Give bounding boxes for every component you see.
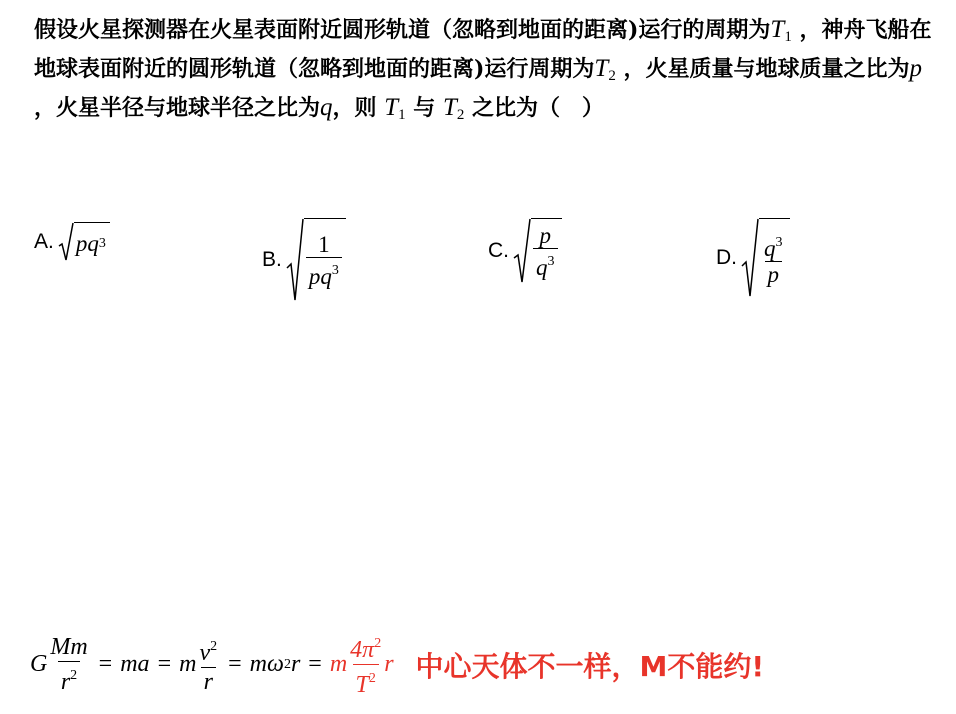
annotation-note: 中心天体不一样，M不能约! bbox=[415, 649, 765, 683]
eq-mw: mω bbox=[249, 651, 284, 677]
eq-fraction-2 bbox=[196, 633, 220, 696]
math-T2: $T_2$ bbox=[594, 55, 616, 84]
question-part: 之比为（ ） bbox=[472, 95, 605, 121]
eq-f3-den: T bbox=[355, 672, 369, 698]
option-c-label: C. bbox=[488, 239, 509, 262]
eq-r: r bbox=[290, 651, 301, 677]
option-b[interactable] bbox=[262, 218, 346, 302]
eq-exp: 2 bbox=[374, 636, 382, 651]
eq-equals: = bbox=[228, 651, 242, 677]
eq-exp: 2 bbox=[283, 656, 291, 672]
radical-b bbox=[286, 218, 346, 302]
option-b-num: 1 bbox=[318, 232, 330, 257]
eq-fraction-1 bbox=[47, 633, 90, 696]
option-c-den: q bbox=[536, 255, 548, 280]
eq-f1-num: Mm bbox=[50, 634, 88, 660]
math-T1: $T_1$ bbox=[384, 94, 406, 123]
option-d-num: q bbox=[764, 236, 776, 261]
eq-equals: = bbox=[157, 651, 172, 677]
radical-sign-icon bbox=[513, 218, 531, 284]
question-text bbox=[34, 14, 934, 131]
radical-d bbox=[741, 218, 790, 298]
option-d[interactable] bbox=[716, 218, 790, 298]
eq-f2-num: v bbox=[199, 640, 211, 666]
math-p: p bbox=[909, 55, 923, 82]
option-a[interactable] bbox=[34, 222, 110, 262]
eq-equals: = bbox=[98, 651, 113, 677]
option-b-label: B. bbox=[262, 248, 282, 271]
question-part: 与 bbox=[413, 95, 436, 121]
question-part: ，神舟飞船在地球表面附近的圆形轨道（忽略到地面的距离)运行周期为 bbox=[34, 17, 932, 82]
option-c-exp: 3 bbox=[547, 254, 555, 269]
eq-exp: 2 bbox=[368, 671, 376, 686]
eq-fraction-3 bbox=[347, 630, 384, 699]
radical-c bbox=[513, 218, 562, 284]
gravity-equation bbox=[30, 630, 764, 699]
eq-equals: = bbox=[308, 651, 322, 677]
option-a-label: A. bbox=[34, 230, 54, 253]
question-part: ，火星半径与地球半径之比为 bbox=[34, 95, 321, 121]
eq-ma: ma bbox=[120, 651, 150, 677]
radical-sign-icon bbox=[741, 218, 759, 298]
radical-sign-icon bbox=[286, 218, 304, 302]
option-d-fraction bbox=[761, 231, 786, 288]
eq-f2-den: r bbox=[201, 667, 216, 696]
option-c-num: p bbox=[539, 223, 551, 248]
eq-f1-den: r bbox=[60, 669, 71, 695]
radical-a bbox=[58, 222, 110, 262]
eq-G: G bbox=[30, 651, 48, 677]
math-T2: $T_2$ bbox=[442, 94, 465, 123]
eq-m: m bbox=[329, 651, 348, 677]
option-a-expr: pq bbox=[75, 230, 99, 256]
eq-f3-num: 4π bbox=[350, 637, 375, 663]
option-d-exp: 3 bbox=[775, 235, 783, 250]
math-q: q bbox=[320, 94, 333, 121]
option-a-exp: 3 bbox=[98, 235, 106, 251]
eq-r: r bbox=[384, 651, 394, 677]
question-part: ，则 bbox=[332, 95, 377, 121]
eq-exp: 2 bbox=[70, 668, 78, 683]
option-b-fraction bbox=[306, 233, 342, 290]
option-d-den: p bbox=[765, 261, 783, 288]
option-b-den: pq bbox=[308, 264, 332, 289]
radical-sign-icon bbox=[58, 222, 74, 262]
question-part: ，火星质量与地球质量之比为 bbox=[623, 56, 910, 82]
eq-exp: 2 bbox=[210, 639, 218, 654]
eq-m: m bbox=[179, 651, 197, 677]
option-b-exp: 3 bbox=[331, 263, 339, 278]
option-c-fraction bbox=[533, 224, 558, 281]
option-d-label: D. bbox=[716, 246, 737, 269]
question-part: 假设火星探测器在火星表面附近圆形轨道（忽略到地面的距离)运行的周期为 bbox=[34, 17, 771, 43]
eq-highlight bbox=[330, 630, 394, 699]
math-T1: $T_1$ bbox=[770, 16, 792, 45]
option-c[interactable] bbox=[488, 218, 562, 284]
